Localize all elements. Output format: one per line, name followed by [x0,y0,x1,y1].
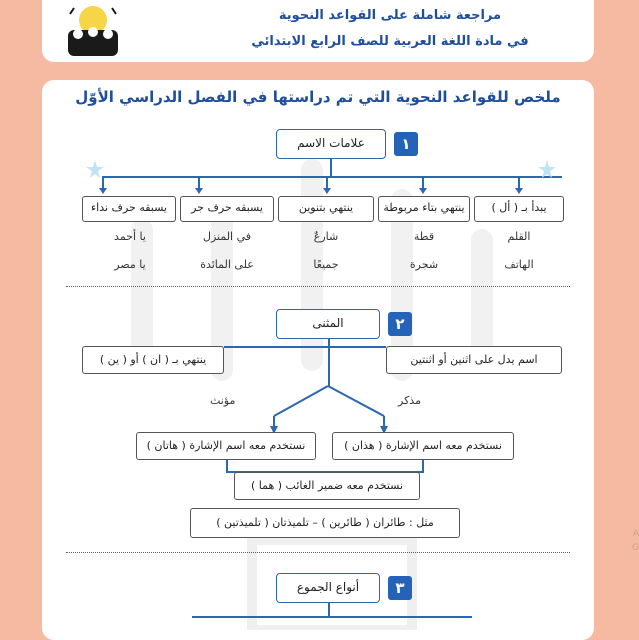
header-card [42,0,594,62]
main-card [42,80,594,640]
side-text: G [632,543,639,553]
section-3-number: ٣ [388,576,412,600]
connector [328,603,330,617]
definition-box: اسم يدل على اثنين أو اثنتين [386,346,562,374]
category-box: يبدأ بـ ( أل ) [474,196,564,222]
category-box: ينتهي بتنوين [278,196,374,222]
main-title: ملخص للقواعد النحوية التي تم دراستها في الفصل الدراسي الأوّل [75,88,561,106]
example-text: على المائدة [200,258,254,271]
example-text: في المنزل [202,230,252,243]
section-1-number: ١ [394,132,418,156]
connector [192,616,472,618]
category-box: ينتهي بتاء مربوطة [378,196,470,222]
section-divider [66,552,570,553]
arrow-down-icon [195,188,203,194]
example-text: يا مصر [114,258,146,271]
masc-demonstrative-box: نستخدم معه اسم الإشارة ( هذان ) [332,432,514,460]
section-2-heading: المثنى [276,309,380,339]
arrow-down-icon [323,188,331,194]
side-text: A [632,529,639,539]
connector [330,159,332,177]
star-icon [86,160,104,178]
connector [102,176,562,178]
star-icon [538,160,556,178]
arrow-down-icon [99,188,107,194]
example-text: شارعٌ [313,230,339,243]
example-text: يا أحمد [114,230,146,243]
kids-logo-icon [62,4,124,58]
masculine-label: مذكر [398,394,421,407]
fem-demonstrative-box: نستخدم معه اسم الإشارة ( هاتان ) [136,432,316,460]
example-text: الهاتف [504,258,534,271]
section-divider [66,286,570,287]
header-line-2: في مادة اللغة العربية للصف الرابع الابتدائي [251,34,529,49]
category-box: يسبقه حرف نداء [82,196,176,222]
feminine-label: مؤنث [210,394,236,407]
pronoun-box: نستخدم معه ضمير الغائب ( هما ) [234,472,420,500]
example-text: القلم [507,230,531,243]
example-text: شجرة [409,258,439,271]
connector [224,346,386,348]
section-2-number: ٢ [388,312,412,336]
header-line-1: مراجعة شاملة على القواعد النحوية [278,8,502,23]
example-text: جميعًا [313,258,339,271]
example-box: مثل : طائران ( طائرين ) – تلميذتان ( تلميذتين ) [190,508,460,538]
section-3-heading: أنواع الجموع [276,573,380,603]
ending-box: ينتهي بـ ( ان ) أو ( ين ) [82,346,224,374]
category-box: يسبقه حرف جر [180,196,274,222]
arrow-down-icon [515,188,523,194]
arrow-down-icon [419,188,427,194]
example-text: قطة [413,230,435,243]
section-1-heading: علامات الاسم [276,129,386,159]
